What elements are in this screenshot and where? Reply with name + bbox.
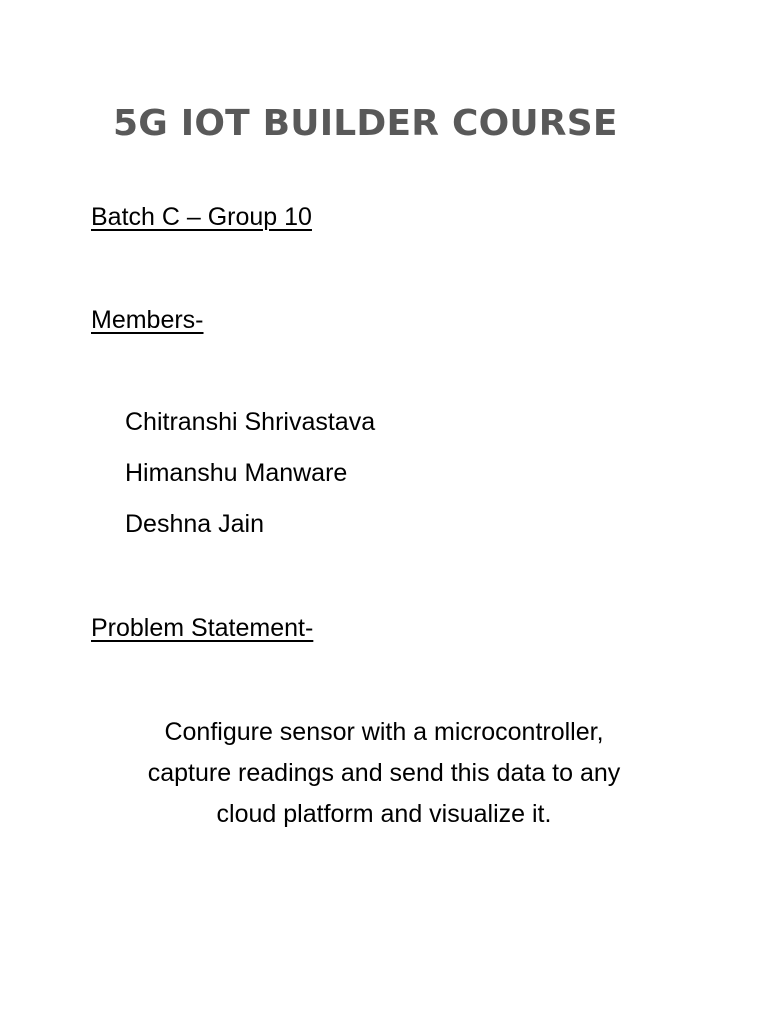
document-title: 5G IOT BUILDER COURSE: [113, 103, 618, 144]
problem-statement-line: Configure sensor with a microcontroller,: [164, 718, 604, 746]
problem-statement-line: cloud platform and visualize it.: [216, 800, 552, 828]
member-item: Chitranshi Shrivastava: [125, 408, 376, 436]
members-heading: Members-: [91, 306, 204, 334]
members-list: [125, 405, 375, 558]
problem-statement-line: capture readings and send this data to any: [147, 759, 621, 787]
member-item: Himanshu Manware: [125, 459, 348, 487]
problem-statement-heading: Problem Statement-: [91, 614, 314, 642]
member-item: Deshna Jain: [125, 510, 264, 538]
batch-group-heading: Batch C – Group 10: [91, 203, 312, 231]
problem-statement-text: [84, 712, 684, 835]
